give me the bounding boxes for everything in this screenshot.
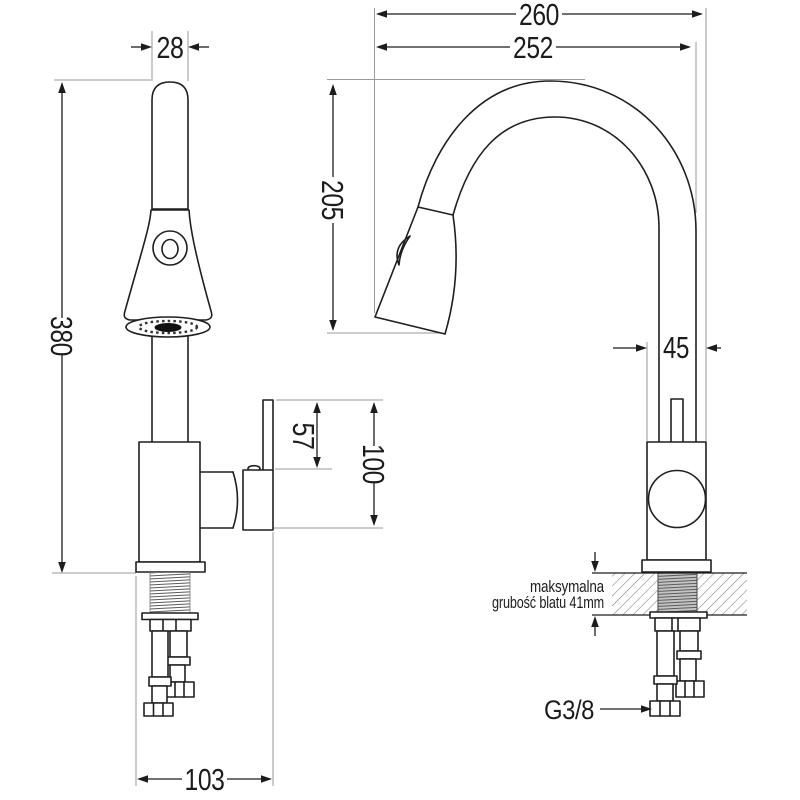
arrowhead bbox=[261, 775, 272, 783]
front-lever-rod bbox=[263, 400, 273, 470]
side-hose-nut-left bbox=[650, 701, 680, 716]
arrowhead bbox=[141, 43, 152, 51]
arrowhead bbox=[58, 82, 66, 93]
front-base-flange bbox=[136, 562, 205, 572]
arrowhead bbox=[591, 561, 599, 572]
dim-lever-top-offset bbox=[286, 402, 321, 468]
front-body bbox=[139, 442, 200, 562]
front-supply-hose-right bbox=[166, 631, 194, 697]
front-wand-outline bbox=[152, 82, 188, 209]
arrowhead bbox=[376, 10, 387, 18]
arrowhead bbox=[329, 320, 337, 331]
side-spray-head-outline bbox=[375, 207, 456, 334]
arrowhead bbox=[188, 43, 199, 51]
arrowhead bbox=[636, 344, 647, 352]
dim-spout-reach bbox=[376, 30, 691, 65]
side-spout-inner-edge bbox=[453, 117, 659, 442]
dim-label-total-height: 380 bbox=[44, 316, 79, 367]
arrowhead bbox=[692, 10, 703, 18]
front-supply-hose-left bbox=[144, 631, 173, 716]
arrowhead bbox=[329, 84, 337, 95]
dim-base-depth bbox=[137, 762, 272, 797]
arrowhead bbox=[313, 402, 321, 413]
dim-lever-height bbox=[356, 402, 391, 526]
dim-label-spout-height: 205 bbox=[315, 180, 350, 231]
side-hose-manifold bbox=[655, 618, 700, 631]
front-threaded-shank bbox=[150, 573, 190, 614]
front-mounting-washer bbox=[142, 613, 198, 620]
dim-label-base-depth: 103 bbox=[184, 762, 225, 797]
inlet-thread-callout bbox=[544, 695, 652, 725]
side-spout-fill bbox=[418, 81, 696, 442]
dim-label-spout-reach: 252 bbox=[513, 30, 553, 65]
side-supply-hose-left bbox=[650, 631, 680, 716]
side-mounting-washer bbox=[650, 612, 707, 618]
countertop-thickness-callout bbox=[492, 552, 605, 636]
countertop-note-line1: maksymalna bbox=[530, 577, 605, 596]
arrowhead bbox=[680, 43, 691, 51]
side-view bbox=[375, 81, 747, 716]
dim-spout-height bbox=[315, 84, 350, 331]
dim-label-lever-top-offset: 57 bbox=[286, 422, 321, 456]
arrowhead bbox=[137, 775, 148, 783]
arrowhead bbox=[370, 402, 378, 413]
front-hose-manifold bbox=[150, 620, 191, 632]
side-threaded-shank bbox=[658, 573, 697, 615]
dim-label-lever-height: 100 bbox=[356, 444, 391, 495]
side-base-flange bbox=[642, 560, 711, 572]
inlet-thread-label: G3/8 bbox=[544, 695, 594, 725]
arrowhead bbox=[313, 457, 321, 468]
dim-label-head-width: 28 bbox=[156, 30, 184, 65]
side-countertop-section bbox=[592, 573, 747, 615]
dim-body-depth bbox=[613, 330, 721, 365]
front-valve-curve bbox=[233, 472, 238, 528]
arrowhead bbox=[706, 344, 717, 352]
dim-overall-depth bbox=[376, 0, 703, 32]
countertop-note-line2: grubość blatu 41mm bbox=[492, 593, 605, 612]
dim-total-height bbox=[44, 82, 79, 573]
arrowhead bbox=[370, 515, 378, 526]
dim-head-width bbox=[131, 30, 209, 65]
arrowhead bbox=[58, 562, 66, 573]
front-view bbox=[124, 82, 273, 716]
dim-label-body-depth: 45 bbox=[663, 330, 689, 365]
side-hose-nut-right bbox=[676, 681, 704, 697]
dim-label-overall-depth: 260 bbox=[519, 0, 560, 32]
front-valve-cap bbox=[243, 470, 273, 530]
front-aerator-center bbox=[155, 323, 182, 332]
arrowhead bbox=[376, 43, 387, 51]
side-supply-hose-right bbox=[676, 631, 704, 697]
side-handle-ball bbox=[649, 471, 706, 528]
arrowhead bbox=[591, 616, 599, 627]
front-hose-nut-left bbox=[144, 703, 173, 716]
